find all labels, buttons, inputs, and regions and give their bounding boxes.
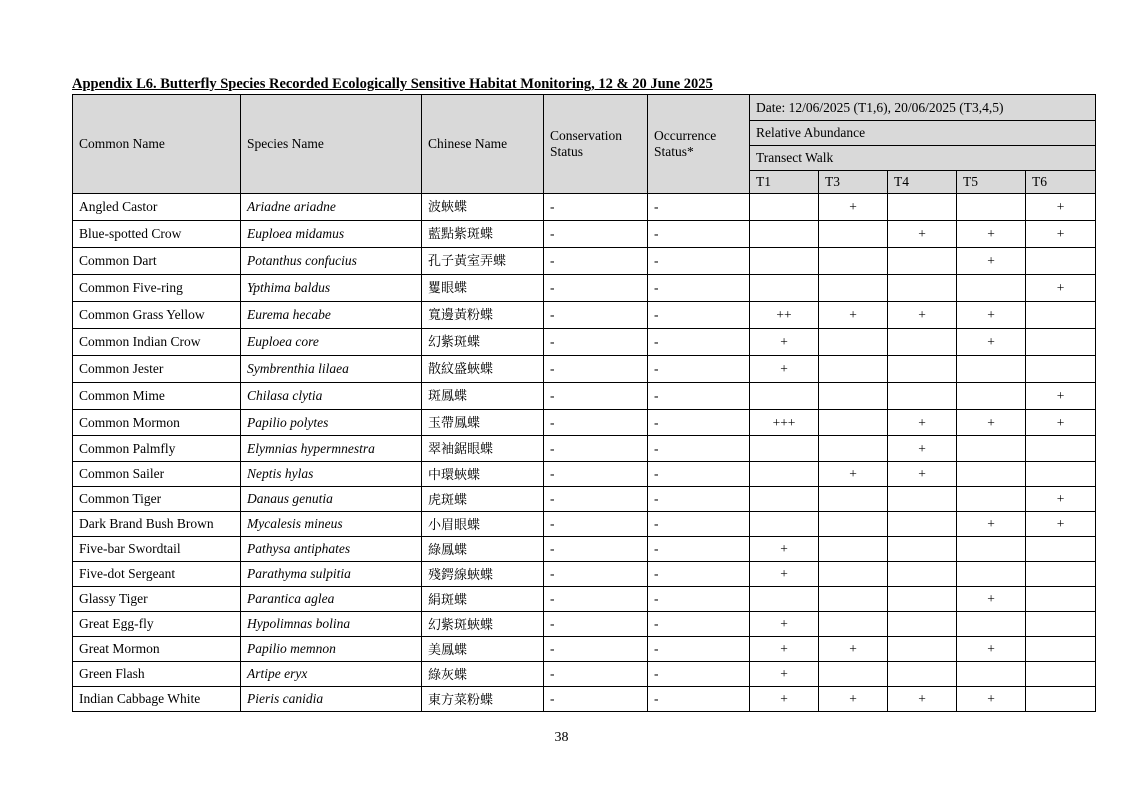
species-name-cell: Danaus genutia: [241, 487, 422, 512]
common-name-cell: Great Egg-fly: [73, 612, 241, 637]
abundance-t5-cell: [957, 436, 1026, 462]
common-name-cell: Common Palmfly: [73, 436, 241, 462]
species-name-cell: Pathysa antiphates: [241, 537, 422, 562]
abundance-t6-cell: +: [1026, 487, 1096, 512]
conservation-status-cell: -: [544, 612, 648, 637]
species-name-cell: Elymnias hypermnestra: [241, 436, 422, 462]
abundance-t1-cell: [750, 248, 819, 275]
abundance-t3-cell: +: [819, 462, 888, 487]
table-row: [73, 356, 1096, 383]
occurrence-status-cell: -: [648, 356, 750, 383]
abundance-t4-cell: [888, 356, 957, 383]
abundance-t3-cell: [819, 275, 888, 302]
species-name-cell: Artipe eryx: [241, 662, 422, 687]
abundance-t1-cell: [750, 221, 819, 248]
table-title: Appendix L6. Butterfly Species Recorded Ecologically Sensitive Habitat Monitoring, 12 & 20 June 2025: [72, 76, 713, 92]
abundance-t3-cell: [819, 537, 888, 562]
conservation-status-cell: -: [544, 637, 648, 662]
abundance-t5-cell: +: [957, 302, 1026, 329]
table-row: [73, 662, 1096, 687]
table-row: [73, 221, 1096, 248]
abundance-t1-cell: +: [750, 537, 819, 562]
abundance-t1-cell: [750, 436, 819, 462]
common-name-cell: Green Flash: [73, 662, 241, 687]
table-row: [73, 512, 1096, 537]
abundance-t1-cell: [750, 587, 819, 612]
abundance-t3-cell: [819, 410, 888, 436]
occurrence-status-cell: -: [648, 302, 750, 329]
occurrence-status-cell: -: [648, 383, 750, 410]
common-name-cell: Common Jester: [73, 356, 241, 383]
abundance-t1-cell: +: [750, 356, 819, 383]
conservation-status-cell: -: [544, 487, 648, 512]
abundance-t4-cell: +: [888, 410, 957, 436]
species-name-cell: Euploea midamus: [241, 221, 422, 248]
abundance-t3-cell: [819, 487, 888, 512]
abundance-t5-cell: +: [957, 410, 1026, 436]
header-occurrence-status: Occurrence Status*: [648, 95, 750, 194]
abundance-t5-cell: [957, 537, 1026, 562]
header-transect-t6: T6: [1026, 171, 1096, 194]
abundance-t4-cell: [888, 512, 957, 537]
table-row: [73, 562, 1096, 587]
conservation-status-cell: -: [544, 329, 648, 356]
abundance-t6-cell: [1026, 612, 1096, 637]
abundance-t6-cell: [1026, 356, 1096, 383]
common-name-cell: Great Mormon: [73, 637, 241, 662]
chinese-name-cell: 殘鍔線蛺蝶: [422, 562, 544, 587]
abundance-t3-cell: [819, 436, 888, 462]
conservation-status-cell: -: [544, 356, 648, 383]
abundance-t4-cell: [888, 487, 957, 512]
conservation-status-cell: -: [544, 302, 648, 329]
species-name-cell: Eurema hecabe: [241, 302, 422, 329]
abundance-t6-cell: [1026, 637, 1096, 662]
common-name-cell: Indian Cabbage White: [73, 687, 241, 712]
header-conservation-status: Conservation Status: [544, 95, 648, 194]
abundance-t6-cell: [1026, 302, 1096, 329]
abundance-t3-cell: [819, 612, 888, 637]
common-name-cell: Five-dot Sergeant: [73, 562, 241, 587]
table-row: [73, 329, 1096, 356]
header-species-name: Species Name: [241, 95, 422, 194]
chinese-name-cell: 斑鳳蝶: [422, 383, 544, 410]
conservation-status-cell: -: [544, 221, 648, 248]
chinese-name-cell: 散紋盛蛺蝶: [422, 356, 544, 383]
abundance-t3-cell: [819, 329, 888, 356]
abundance-t4-cell: [888, 662, 957, 687]
header-transect-t5: T5: [957, 171, 1026, 194]
conservation-status-cell: -: [544, 410, 648, 436]
conservation-status-cell: -: [544, 562, 648, 587]
common-name-cell: Dark Brand Bush Brown: [73, 512, 241, 537]
common-name-cell: Common Sailer: [73, 462, 241, 487]
abundance-t5-cell: [957, 462, 1026, 487]
abundance-t6-cell: [1026, 462, 1096, 487]
abundance-t3-cell: +: [819, 194, 888, 221]
abundance-t1-cell: [750, 487, 819, 512]
abundance-t5-cell: [957, 275, 1026, 302]
chinese-name-cell: 美鳳蝶: [422, 637, 544, 662]
occurrence-status-cell: -: [648, 194, 750, 221]
table-row: [73, 637, 1096, 662]
abundance-t3-cell: +: [819, 637, 888, 662]
chinese-name-cell: 綠鳳蝶: [422, 537, 544, 562]
chinese-name-cell: 藍點紫斑蝶: [422, 221, 544, 248]
species-name-cell: Papilio polytes: [241, 410, 422, 436]
chinese-name-cell: 幻紫斑蛺蝶: [422, 612, 544, 637]
abundance-t5-cell: [957, 562, 1026, 587]
chinese-name-cell: 綠灰蝶: [422, 662, 544, 687]
abundance-t3-cell: [819, 662, 888, 687]
conservation-status-cell: -: [544, 248, 648, 275]
table-row: [73, 410, 1096, 436]
abundance-t1-cell: [750, 512, 819, 537]
occurrence-status-cell: -: [648, 637, 750, 662]
header-relative-abundance: Relative Abundance: [750, 121, 1096, 146]
header-transect-walk: Transect Walk: [750, 146, 1096, 171]
abundance-t1-cell: +: [750, 329, 819, 356]
chinese-name-cell: 矍眼蝶: [422, 275, 544, 302]
abundance-t4-cell: [888, 248, 957, 275]
abundance-t4-cell: +: [888, 687, 957, 712]
species-name-cell: Papilio memnon: [241, 637, 422, 662]
occurrence-status-cell: -: [648, 275, 750, 302]
table-row: [73, 687, 1096, 712]
chinese-name-cell: 波蛺蝶: [422, 194, 544, 221]
species-name-cell: Symbrenthia lilaea: [241, 356, 422, 383]
conservation-status-cell: -: [544, 587, 648, 612]
abundance-t3-cell: [819, 587, 888, 612]
chinese-name-cell: 小眉眼蝶: [422, 512, 544, 537]
chinese-name-cell: 絹斑蝶: [422, 587, 544, 612]
occurrence-status-cell: -: [648, 612, 750, 637]
common-name-cell: Common Dart: [73, 248, 241, 275]
table-row: [73, 612, 1096, 637]
chinese-name-cell: 虎斑蝶: [422, 487, 544, 512]
species-name-cell: Euploea core: [241, 329, 422, 356]
abundance-t5-cell: [957, 612, 1026, 637]
occurrence-status-cell: -: [648, 410, 750, 436]
occurrence-status-cell: -: [648, 221, 750, 248]
occurrence-status-cell: -: [648, 329, 750, 356]
abundance-t1-cell: +: [750, 562, 819, 587]
abundance-t6-cell: [1026, 662, 1096, 687]
abundance-t6-cell: [1026, 587, 1096, 612]
header-common-name: Common Name: [73, 95, 241, 194]
abundance-t4-cell: +: [888, 462, 957, 487]
species-name-cell: Ariadne ariadne: [241, 194, 422, 221]
abundance-t6-cell: +: [1026, 221, 1096, 248]
conservation-status-cell: -: [544, 662, 648, 687]
abundance-t6-cell: +: [1026, 512, 1096, 537]
occurrence-status-cell: -: [648, 462, 750, 487]
abundance-t4-cell: [888, 562, 957, 587]
abundance-t5-cell: +: [957, 587, 1026, 612]
abundance-t5-cell: +: [957, 512, 1026, 537]
common-name-cell: Five-bar Swordtail: [73, 537, 241, 562]
abundance-t6-cell: [1026, 248, 1096, 275]
abundance-t1-cell: ++: [750, 302, 819, 329]
abundance-t3-cell: [819, 383, 888, 410]
table-row: [73, 383, 1096, 410]
occurrence-status-cell: -: [648, 487, 750, 512]
abundance-t6-cell: [1026, 329, 1096, 356]
chinese-name-cell: 東方菜粉蝶: [422, 687, 544, 712]
species-name-cell: Mycalesis mineus: [241, 512, 422, 537]
common-name-cell: Common Tiger: [73, 487, 241, 512]
conservation-status-cell: -: [544, 537, 648, 562]
species-name-cell: Pieris canidia: [241, 687, 422, 712]
species-name-cell: Hypolimnas bolina: [241, 612, 422, 637]
species-name-cell: Potanthus confucius: [241, 248, 422, 275]
abundance-t1-cell: +: [750, 687, 819, 712]
abundance-t6-cell: +: [1026, 410, 1096, 436]
abundance-t3-cell: [819, 512, 888, 537]
table-row: [73, 302, 1096, 329]
abundance-t5-cell: [957, 487, 1026, 512]
abundance-t3-cell: +: [819, 302, 888, 329]
header-chinese-name: Chinese Name: [422, 95, 544, 194]
species-name-cell: Neptis hylas: [241, 462, 422, 487]
abundance-t1-cell: [750, 462, 819, 487]
common-name-cell: Common Five-ring: [73, 275, 241, 302]
abundance-t5-cell: +: [957, 637, 1026, 662]
species-name-cell: Ypthima baldus: [241, 275, 422, 302]
occurrence-status-cell: -: [648, 512, 750, 537]
common-name-cell: Common Grass Yellow: [73, 302, 241, 329]
abundance-t4-cell: [888, 275, 957, 302]
table-row: [73, 275, 1096, 302]
occurrence-status-cell: -: [648, 687, 750, 712]
abundance-t3-cell: [819, 562, 888, 587]
abundance-t1-cell: +++: [750, 410, 819, 436]
conservation-status-cell: -: [544, 194, 648, 221]
abundance-t4-cell: [888, 537, 957, 562]
table-row: [73, 462, 1096, 487]
abundance-t6-cell: +: [1026, 275, 1096, 302]
chinese-name-cell: 孔子黃室弄蝶: [422, 248, 544, 275]
abundance-t6-cell: +: [1026, 383, 1096, 410]
abundance-t3-cell: +: [819, 687, 888, 712]
abundance-t1-cell: [750, 383, 819, 410]
conservation-status-cell: -: [544, 383, 648, 410]
abundance-t6-cell: [1026, 562, 1096, 587]
header-survey-date: Date: 12/06/2025 (T1,6), 20/06/2025 (T3,4,5): [750, 95, 1096, 121]
table-row: [73, 248, 1096, 275]
common-name-cell: Common Indian Crow: [73, 329, 241, 356]
table-row: [73, 587, 1096, 612]
species-name-cell: Parantica aglea: [241, 587, 422, 612]
chinese-name-cell: 寬邊黃粉蝶: [422, 302, 544, 329]
table-header: [73, 95, 1096, 194]
occurrence-status-cell: -: [648, 248, 750, 275]
abundance-t6-cell: [1026, 537, 1096, 562]
abundance-t3-cell: [819, 356, 888, 383]
abundance-t6-cell: [1026, 436, 1096, 462]
table-row: [73, 537, 1096, 562]
butterfly-species-table: [72, 94, 1096, 712]
abundance-t1-cell: +: [750, 662, 819, 687]
abundance-t5-cell: +: [957, 248, 1026, 275]
abundance-t4-cell: +: [888, 302, 957, 329]
occurrence-status-cell: -: [648, 662, 750, 687]
conservation-status-cell: -: [544, 275, 648, 302]
abundance-t4-cell: [888, 587, 957, 612]
abundance-t4-cell: +: [888, 221, 957, 248]
occurrence-status-cell: -: [648, 562, 750, 587]
abundance-t6-cell: [1026, 687, 1096, 712]
abundance-t3-cell: [819, 221, 888, 248]
table-row: [73, 436, 1096, 462]
abundance-t5-cell: [957, 662, 1026, 687]
chinese-name-cell: 翠袖鋸眼蝶: [422, 436, 544, 462]
abundance-t5-cell: [957, 356, 1026, 383]
table-row: [73, 194, 1096, 221]
abundance-t1-cell: [750, 194, 819, 221]
common-name-cell: Angled Castor: [73, 194, 241, 221]
abundance-t5-cell: [957, 383, 1026, 410]
table-row: [73, 487, 1096, 512]
abundance-t4-cell: [888, 383, 957, 410]
abundance-t6-cell: +: [1026, 194, 1096, 221]
abundance-t4-cell: +: [888, 436, 957, 462]
abundance-t3-cell: [819, 248, 888, 275]
occurrence-status-cell: -: [648, 587, 750, 612]
header-transect-t1: T1: [750, 171, 819, 194]
common-name-cell: Blue-spotted Crow: [73, 221, 241, 248]
abundance-t1-cell: +: [750, 612, 819, 637]
abundance-t5-cell: +: [957, 329, 1026, 356]
common-name-cell: Common Mime: [73, 383, 241, 410]
species-name-cell: Chilasa clytia: [241, 383, 422, 410]
table-body: [73, 194, 1096, 712]
occurrence-status-cell: -: [648, 537, 750, 562]
conservation-status-cell: -: [544, 436, 648, 462]
page-number: 38: [554, 730, 569, 745]
abundance-t1-cell: [750, 275, 819, 302]
header-transect-t3: T3: [819, 171, 888, 194]
occurrence-status-cell: -: [648, 436, 750, 462]
header-transect-t4: T4: [888, 171, 957, 194]
abundance-t5-cell: +: [957, 687, 1026, 712]
conservation-status-cell: -: [544, 462, 648, 487]
abundance-t4-cell: [888, 612, 957, 637]
conservation-status-cell: -: [544, 512, 648, 537]
abundance-t4-cell: [888, 329, 957, 356]
common-name-cell: Common Mormon: [73, 410, 241, 436]
abundance-t5-cell: [957, 194, 1026, 221]
common-name-cell: Glassy Tiger: [73, 587, 241, 612]
abundance-t4-cell: [888, 637, 957, 662]
chinese-name-cell: 幻紫斑蝶: [422, 329, 544, 356]
abundance-t1-cell: +: [750, 637, 819, 662]
abundance-t4-cell: [888, 194, 957, 221]
abundance-t5-cell: +: [957, 221, 1026, 248]
conservation-status-cell: -: [544, 687, 648, 712]
chinese-name-cell: 玉帶鳳蝶: [422, 410, 544, 436]
species-name-cell: Parathyma sulpitia: [241, 562, 422, 587]
chinese-name-cell: 中環蛺蝶: [422, 462, 544, 487]
